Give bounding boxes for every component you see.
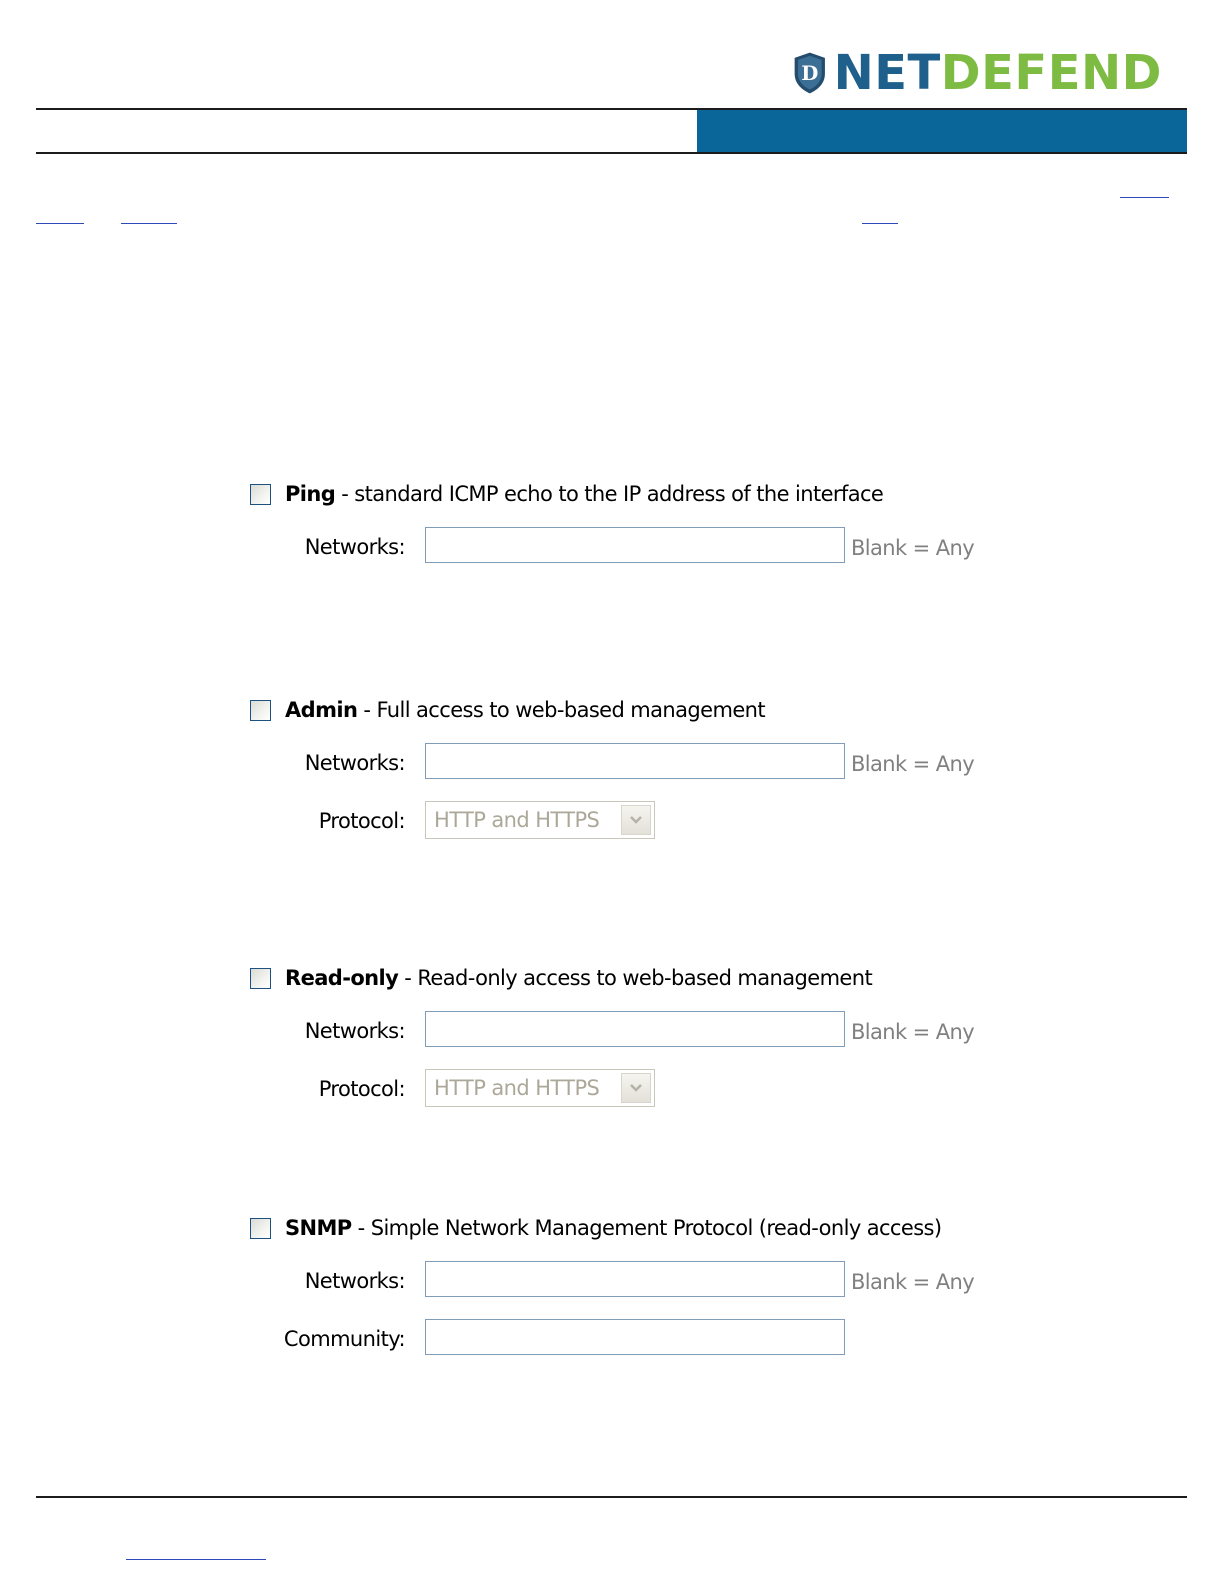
ping-networks-label: Networks: (304, 535, 405, 559)
ping-title: Ping (285, 482, 336, 506)
readonly-protocol-row (250, 1069, 1010, 1109)
snmp-community-label: Community: (283, 1327, 405, 1351)
chevron-down-icon[interactable] (621, 1073, 651, 1103)
chevron-down-icon[interactable] (621, 805, 651, 835)
admin-networks-label: Networks: (304, 751, 405, 775)
readonly-protocol-select[interactable] (425, 1069, 655, 1107)
readonly-title: Read-only (285, 966, 399, 990)
logo-word-defend: DEFEND (940, 45, 1162, 101)
snmp-title: SNMP (285, 1216, 352, 1240)
readonly-networks-row (250, 1011, 1010, 1051)
logo-word-net: NET (833, 45, 941, 101)
footer-link-fragment[interactable] (126, 1559, 266, 1560)
readonly-checkbox[interactable] (250, 968, 271, 989)
admin-protocol-row (250, 801, 1010, 841)
admin-checkbox[interactable] (250, 700, 271, 721)
snmp-option (250, 1213, 1010, 1243)
snmp-community-row (250, 1319, 1010, 1359)
link-fragment[interactable] (862, 223, 898, 224)
readonly-section (250, 963, 1010, 1109)
snmp-checkbox[interactable] (250, 1218, 271, 1239)
admin-title: Admin (285, 698, 358, 722)
footer-rule (36, 1496, 1187, 1498)
logo-mark-letter: D (801, 61, 819, 86)
ping-networks-hint: Blank = Any (851, 536, 975, 560)
snmp-networks-label: Networks: (304, 1269, 405, 1293)
admin-networks-row (250, 743, 1010, 783)
logo-wordmark (833, 45, 1162, 101)
ping-option (250, 479, 1010, 509)
readonly-networks-label: Networks: (304, 1019, 405, 1043)
header-blue-bar (697, 110, 1187, 152)
ping-section (250, 479, 1010, 567)
snmp-networks-hint: Blank = Any (851, 1270, 975, 1294)
admin-option (250, 695, 1010, 725)
link-fragment[interactable] (121, 223, 177, 224)
ping-networks-row (250, 527, 1010, 567)
ping-description: - standard ICMP echo to the IP address of the interface (335, 482, 884, 506)
readonly-option (250, 963, 1010, 993)
ping-checkbox[interactable] (250, 484, 271, 505)
readonly-protocol-value: HTTP and HTTPS (434, 1076, 600, 1100)
link-fragment[interactable] (36, 223, 84, 224)
admin-networks-input[interactable] (425, 743, 845, 779)
admin-protocol-select[interactable] (425, 801, 655, 839)
readonly-description: - Read-only access to web-based management (398, 966, 873, 990)
link-fragment[interactable] (1120, 197, 1169, 198)
shield-logo-icon (792, 40, 828, 106)
netdefend-logo (792, 38, 1162, 108)
snmp-community-input[interactable] (425, 1319, 845, 1355)
readonly-protocol-label: Protocol: (318, 1077, 405, 1101)
admin-protocol-label: Protocol: (318, 809, 405, 833)
ping-networks-input[interactable] (425, 527, 845, 563)
admin-description: - Full access to web-based management (357, 698, 765, 722)
admin-networks-hint: Blank = Any (851, 752, 975, 776)
admin-protocol-value: HTTP and HTTPS (434, 808, 600, 832)
snmp-networks-input[interactable] (425, 1261, 845, 1297)
readonly-networks-input[interactable] (425, 1011, 845, 1047)
header-bottom-rule (36, 152, 1187, 154)
readonly-networks-hint: Blank = Any (851, 1020, 975, 1044)
snmp-description: - Simple Network Management Protocol (read-only access) (351, 1216, 942, 1240)
snmp-section (250, 1213, 1010, 1359)
snmp-networks-row (250, 1261, 1010, 1301)
admin-section (250, 695, 1010, 841)
